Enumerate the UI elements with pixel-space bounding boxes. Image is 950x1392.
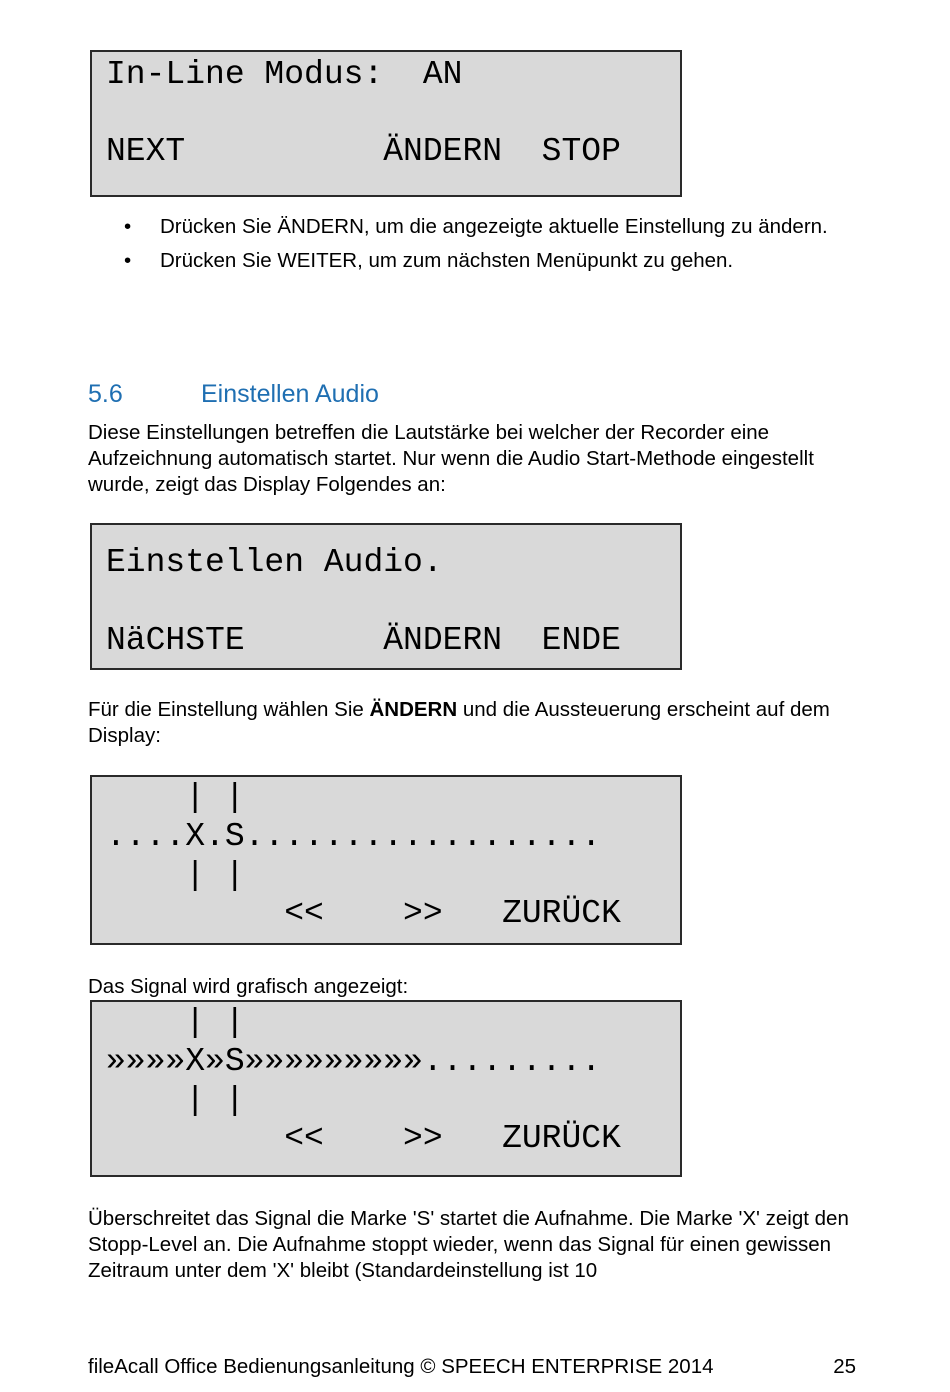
lcd-inline-line2: NEXT ÄNDERN STOP — [106, 133, 621, 170]
change-paragraph — [88, 697, 868, 749]
list-item-text: Drücken Sie WEITER, um zum nächsten Menüpunkt zu gehen. — [160, 249, 734, 272]
lcd-audio-line1: Einstellen Audio. — [106, 544, 443, 581]
instruction-list — [124, 214, 844, 282]
lcd-audio-line2: NäCHSTE ÄNDERN ENDE — [106, 622, 621, 659]
change-text-bold: ÄNDERN — [369, 698, 458, 721]
lcd-level-line2: ....X.S.................. — [106, 818, 602, 855]
lcd-signal-display — [90, 1000, 682, 1177]
list-item — [124, 214, 844, 240]
bullet-icon: • — [124, 249, 132, 272]
lcd-level-line4: << >> ZURÜCK — [106, 895, 621, 932]
lcd-signal-line1: | | — [106, 1004, 245, 1041]
section-heading — [88, 380, 379, 409]
lcd-audio-settings — [90, 523, 682, 670]
signal-label: Das Signal wird grafisch angezeigt: — [88, 975, 409, 998]
section-title: Einstellen Audio — [201, 380, 379, 408]
lcd-level-display — [90, 775, 682, 945]
footer-text: fileAcall Office Bedienungsanleitung © SPEECH ENTERPRISE 2014 — [88, 1355, 714, 1378]
lcd-level-line3: | | — [106, 857, 245, 894]
change-text-before: Für die Einstellung wählen Sie — [88, 698, 370, 721]
lcd-signal-line3: | | — [106, 1082, 245, 1119]
intro-paragraph: Diese Einstellungen betreffen die Lautstärke bei welcher der Recorder eine Aufzeichnung automatisch startet. Nur wenn die Audio Start-Methode eingestellt wurde, zeigt das Display Folgendes an: — [88, 421, 814, 496]
section-number: 5.6 — [88, 380, 123, 408]
list-item-text: Drücken Sie ÄNDERN, um die angezeigte aktuelle Einstellung zu ändern. — [160, 215, 828, 238]
change-text-after: und die Aussteuerung erscheint auf dem Display: — [88, 698, 830, 747]
closing-paragraph: Überschreitet das Signal die Marke 'S' startet die Aufnahme. Die Marke 'X' zeigt den Stopp-Level an. Die Aufnahme stoppt wieder, wenn das Signal für einen gewissen Zeitraum unter dem 'X' bleibt (Standardeinstellung ist 10 — [88, 1207, 849, 1282]
page-number: 25 — [833, 1355, 856, 1378]
list-item — [124, 248, 844, 274]
bullet-icon: • — [124, 215, 132, 238]
lcd-signal-line4: << >> ZURÜCK — [106, 1120, 621, 1157]
page-footer — [88, 1355, 856, 1379]
lcd-inline-mode — [90, 50, 682, 197]
lcd-signal-line2: »»»»X»S»»»»»»»»»......... — [106, 1043, 602, 1080]
lcd-level-line1: | | — [106, 779, 245, 816]
lcd-inline-line1: In-Line Modus: AN — [106, 56, 463, 93]
